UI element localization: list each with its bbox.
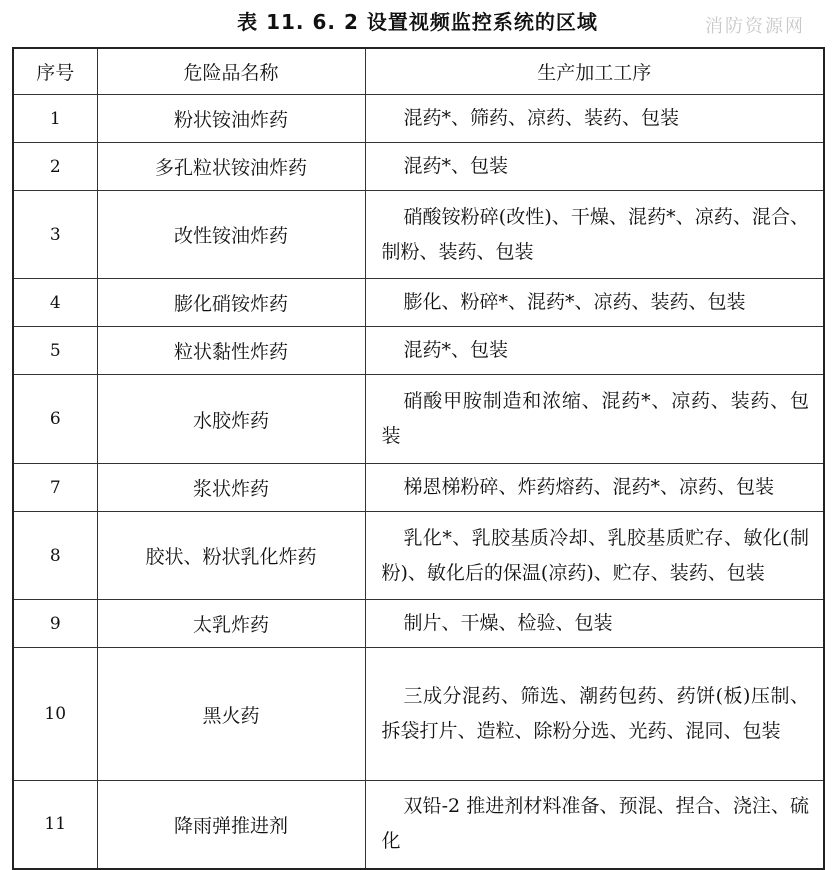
row-seq: 8	[13, 512, 97, 600]
row-process: 硝酸甲胺制造和浓缩、混药*、凉药、装药、包装	[365, 375, 824, 464]
row-process: 混药*、筛药、凉药、装药、包装	[365, 95, 824, 143]
row-seq: 1	[13, 95, 97, 143]
row-seq: 10	[13, 648, 97, 781]
table-row	[13, 512, 824, 600]
row-name: 多孔粒状铵油炸药	[97, 143, 365, 191]
row-seq: 4	[13, 279, 97, 327]
row-process: 混药*、包装	[365, 143, 824, 191]
row-name: 降雨弹推进剂	[97, 781, 365, 869]
row-seq: 7	[13, 464, 97, 512]
table-row	[13, 375, 824, 464]
row-process: 双铅-2 推进剂材料准备、预混、捏合、浇注、硫化	[365, 781, 824, 869]
row-name: 改性铵油炸药	[97, 191, 365, 279]
row-name: 太乳炸药	[97, 600, 365, 648]
table-row	[13, 464, 824, 512]
table-row	[13, 95, 824, 143]
table-title: 表 11. 6. 2 设置视频监控系统的区域	[237, 10, 598, 34]
row-name: 粒状黏性炸药	[97, 327, 365, 375]
header-process: 生产加工工序	[365, 48, 824, 95]
row-name: 胶状、粉状乳化炸药	[97, 512, 365, 600]
row-seq: 9	[13, 600, 97, 648]
row-process: 三成分混药、筛选、潮药包药、药饼(板)压制、拆袋打片、造粒、除粉分选、光药、混同、包装	[365, 648, 824, 781]
header-row	[13, 48, 824, 95]
table-row	[13, 648, 824, 781]
monitoring-area-table	[12, 47, 825, 870]
header-name: 危险品名称	[97, 48, 365, 95]
header-seq: 序号	[13, 48, 97, 95]
row-name: 黑火药	[97, 648, 365, 781]
row-name: 膨化硝铵炸药	[97, 279, 365, 327]
table-row	[13, 143, 824, 191]
row-seq: 5	[13, 327, 97, 375]
row-process: 混药*、包装	[365, 327, 824, 375]
row-process: 膨化、粉碎*、混药*、凉药、装药、包装	[365, 279, 824, 327]
table-row	[13, 600, 824, 648]
row-name: 水胶炸药	[97, 375, 365, 464]
row-process: 梯恩梯粉碎、炸药熔药、混药*、凉药、包装	[365, 464, 824, 512]
row-process: 乳化*、乳胶基质冷却、乳胶基质贮存、敏化(制粉)、敏化后的保温(凉药)、贮存、装药、包装	[365, 512, 824, 600]
row-name: 粉状铵油炸药	[97, 95, 365, 143]
table-row	[13, 781, 824, 869]
watermark: 消防资源网	[705, 16, 805, 37]
row-seq: 3	[13, 191, 97, 279]
table-row	[13, 327, 824, 375]
row-seq: 6	[13, 375, 97, 464]
table-row	[13, 191, 824, 279]
row-name: 浆状炸药	[97, 464, 365, 512]
table-row	[13, 279, 824, 327]
row-process: 制片、干燥、检验、包装	[365, 600, 824, 648]
row-seq: 11	[13, 781, 97, 869]
row-process: 硝酸铵粉碎(改性)、干燥、混药*、凉药、混合、制粉、装药、包装	[365, 191, 824, 279]
row-seq: 2	[13, 143, 97, 191]
